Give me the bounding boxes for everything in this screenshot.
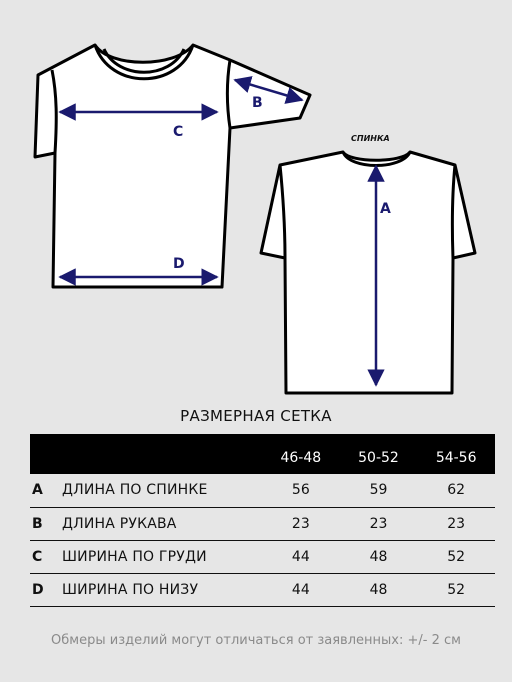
- row-value: 52: [447, 548, 466, 565]
- row-value: 23: [447, 515, 466, 532]
- size-chart-title: РАЗМЕРНАЯ СЕТКА: [180, 407, 332, 425]
- header-size-46-48: 46-48: [280, 450, 322, 466]
- back-tshirt: [261, 152, 475, 393]
- table-row: [30, 507, 495, 540]
- row-value: 23: [369, 515, 388, 532]
- footnote: Обмеры изделий могут отличаться от заявленных: +/- 2 см: [51, 633, 461, 648]
- row-value: 44: [291, 548, 310, 565]
- size-table: [30, 434, 495, 607]
- label-c: C: [173, 124, 184, 140]
- table-row: [30, 540, 495, 573]
- header-empty-name: [62, 434, 262, 474]
- row-name: ДЛИНА ПО СПИНКЕ: [62, 482, 208, 499]
- row-letter: C: [32, 548, 43, 565]
- row-name: ШИРИНА ПО ГРУДИ: [62, 548, 207, 565]
- header-size-50-52: 50-52: [358, 450, 399, 466]
- row-value: 48: [369, 581, 388, 598]
- row-value: 52: [447, 581, 466, 598]
- row-value: 62: [447, 482, 466, 499]
- header-empty-letter: [30, 434, 62, 474]
- row-name: ДЛИНА РУКАВА: [62, 515, 177, 532]
- row-letter: D: [32, 581, 44, 598]
- row-value: 44: [291, 581, 310, 598]
- row-value: 59: [369, 482, 388, 499]
- row-letter: A: [32, 482, 43, 499]
- label-a: A: [380, 201, 391, 217]
- row-value: 56: [291, 482, 310, 499]
- row-value: 48: [369, 548, 388, 565]
- header-size-54-56: 54-56: [435, 450, 477, 466]
- table-row: [30, 573, 495, 606]
- table-row: [30, 474, 495, 507]
- label-d: D: [173, 256, 185, 272]
- label-b: B: [252, 95, 263, 111]
- row-name: ШИРИНА ПО НИЗУ: [62, 581, 199, 598]
- size-table-header: [30, 434, 495, 474]
- row-value: 23: [291, 515, 310, 532]
- back-label: СПИНКА: [351, 134, 390, 143]
- row-letter: B: [32, 515, 43, 532]
